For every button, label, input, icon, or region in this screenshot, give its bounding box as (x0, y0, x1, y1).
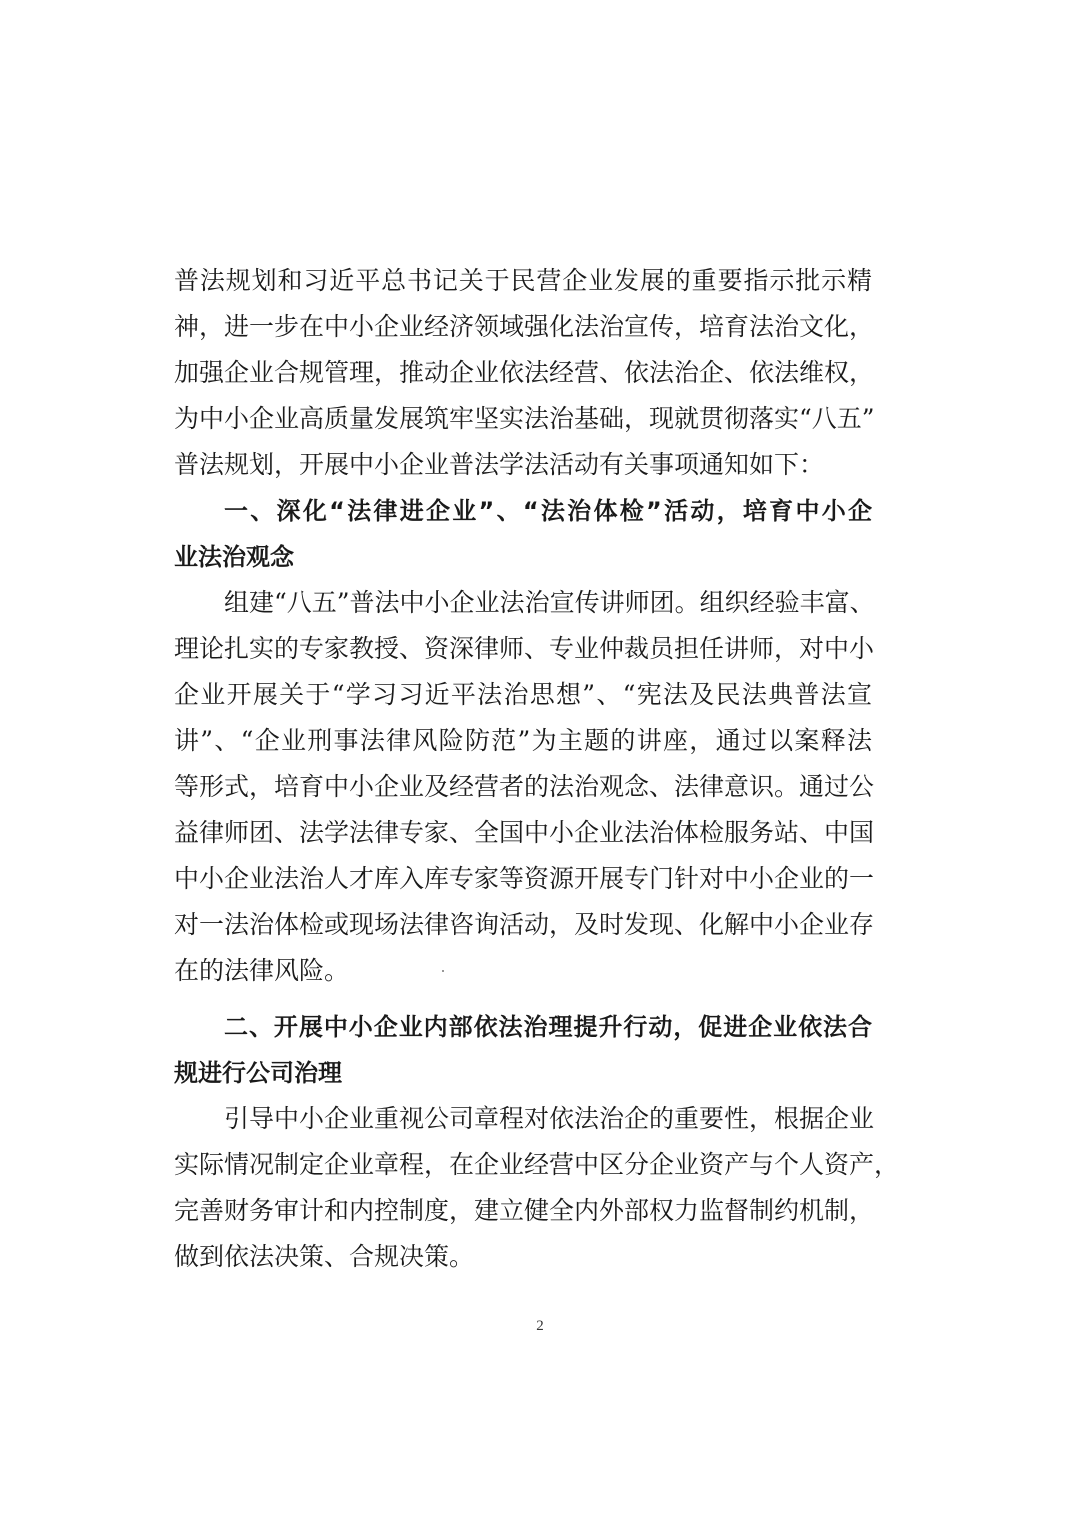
text-line: 在的法律风险。 (174, 956, 350, 985)
text-line: 组建“八五”普法中小企业法治宣传讲师团。组织经验丰富、 (224, 588, 875, 617)
text-line: 讲”、“企业刑事法律风险防范”为主题的讲座，通过以案释法 (174, 726, 872, 755)
text-line: 益律师团、法学法律专家、全国中小企业法治体检服务站、中国 (174, 818, 875, 847)
page-number: 2 (536, 1318, 544, 1334)
text-line: 做到依法决策、合规决策。 (174, 1242, 475, 1271)
heading-line: 规进行公司治理 (174, 1059, 342, 1087)
intro-paragraph (174, 258, 875, 488)
heading-line: 二、开展中小企业内部依法治理提升行动，促进企业依法合 (224, 1013, 872, 1041)
section-1-body (174, 580, 875, 994)
text-line: 企业开展关于“学习习近平法治思想”、“宪法及民法典普法宣 (174, 680, 872, 709)
heading-line: 一、深化“法律进企业”、“法治体检”活动，培育中小企 (224, 497, 872, 525)
text-line: 为中小企业高质量发展筑牢坚实法治基础，现就贯彻落实“八五” (174, 404, 875, 433)
text-line: 普法规划，开展中小企业普法学法活动有关事项通知如下： (174, 450, 825, 479)
text-line: 加强企业合规管理，推动企业依法经营、依法治企、依法维权， (174, 358, 875, 387)
text-line: 神，进一步在中小企业经济领域强化法治宣传，培育法治文化， (174, 312, 875, 341)
text-line: 中小企业法治人才库入库专家等资源开展专门针对中小企业的一 (174, 864, 875, 893)
text-line: 等形式，培育中小企业及经营者的法治观念、法律意识。通过公 (174, 772, 875, 801)
heading-line: 业法治观念 (174, 543, 294, 571)
text-line: 完善财务审计和内控制度，建立健全内外部权力监督制约机制， (174, 1196, 875, 1225)
text-line: 对一法治体检或现场法律咨询活动，及时发现、化解中小企业存 (174, 910, 875, 939)
section-1-heading (174, 488, 872, 580)
text-line: 实际情况制定企业章程，在企业经营中区分企业资产与个人资产， (174, 1150, 900, 1179)
section-2-heading (174, 1004, 872, 1096)
text-line: 普法规划和习近平总书记关于民营企业发展的重要指示批示精 (174, 266, 872, 295)
document-page (174, 258, 900, 1280)
text-line: 引导中小企业重视公司章程对依法治企的重要性，根据企业 (224, 1104, 875, 1133)
scan-speck (442, 970, 444, 972)
section-2-body (174, 1096, 900, 1280)
text-line: 理论扎实的专家教授、资深律师、专业仲裁员担任讲师，对中小 (174, 634, 875, 663)
